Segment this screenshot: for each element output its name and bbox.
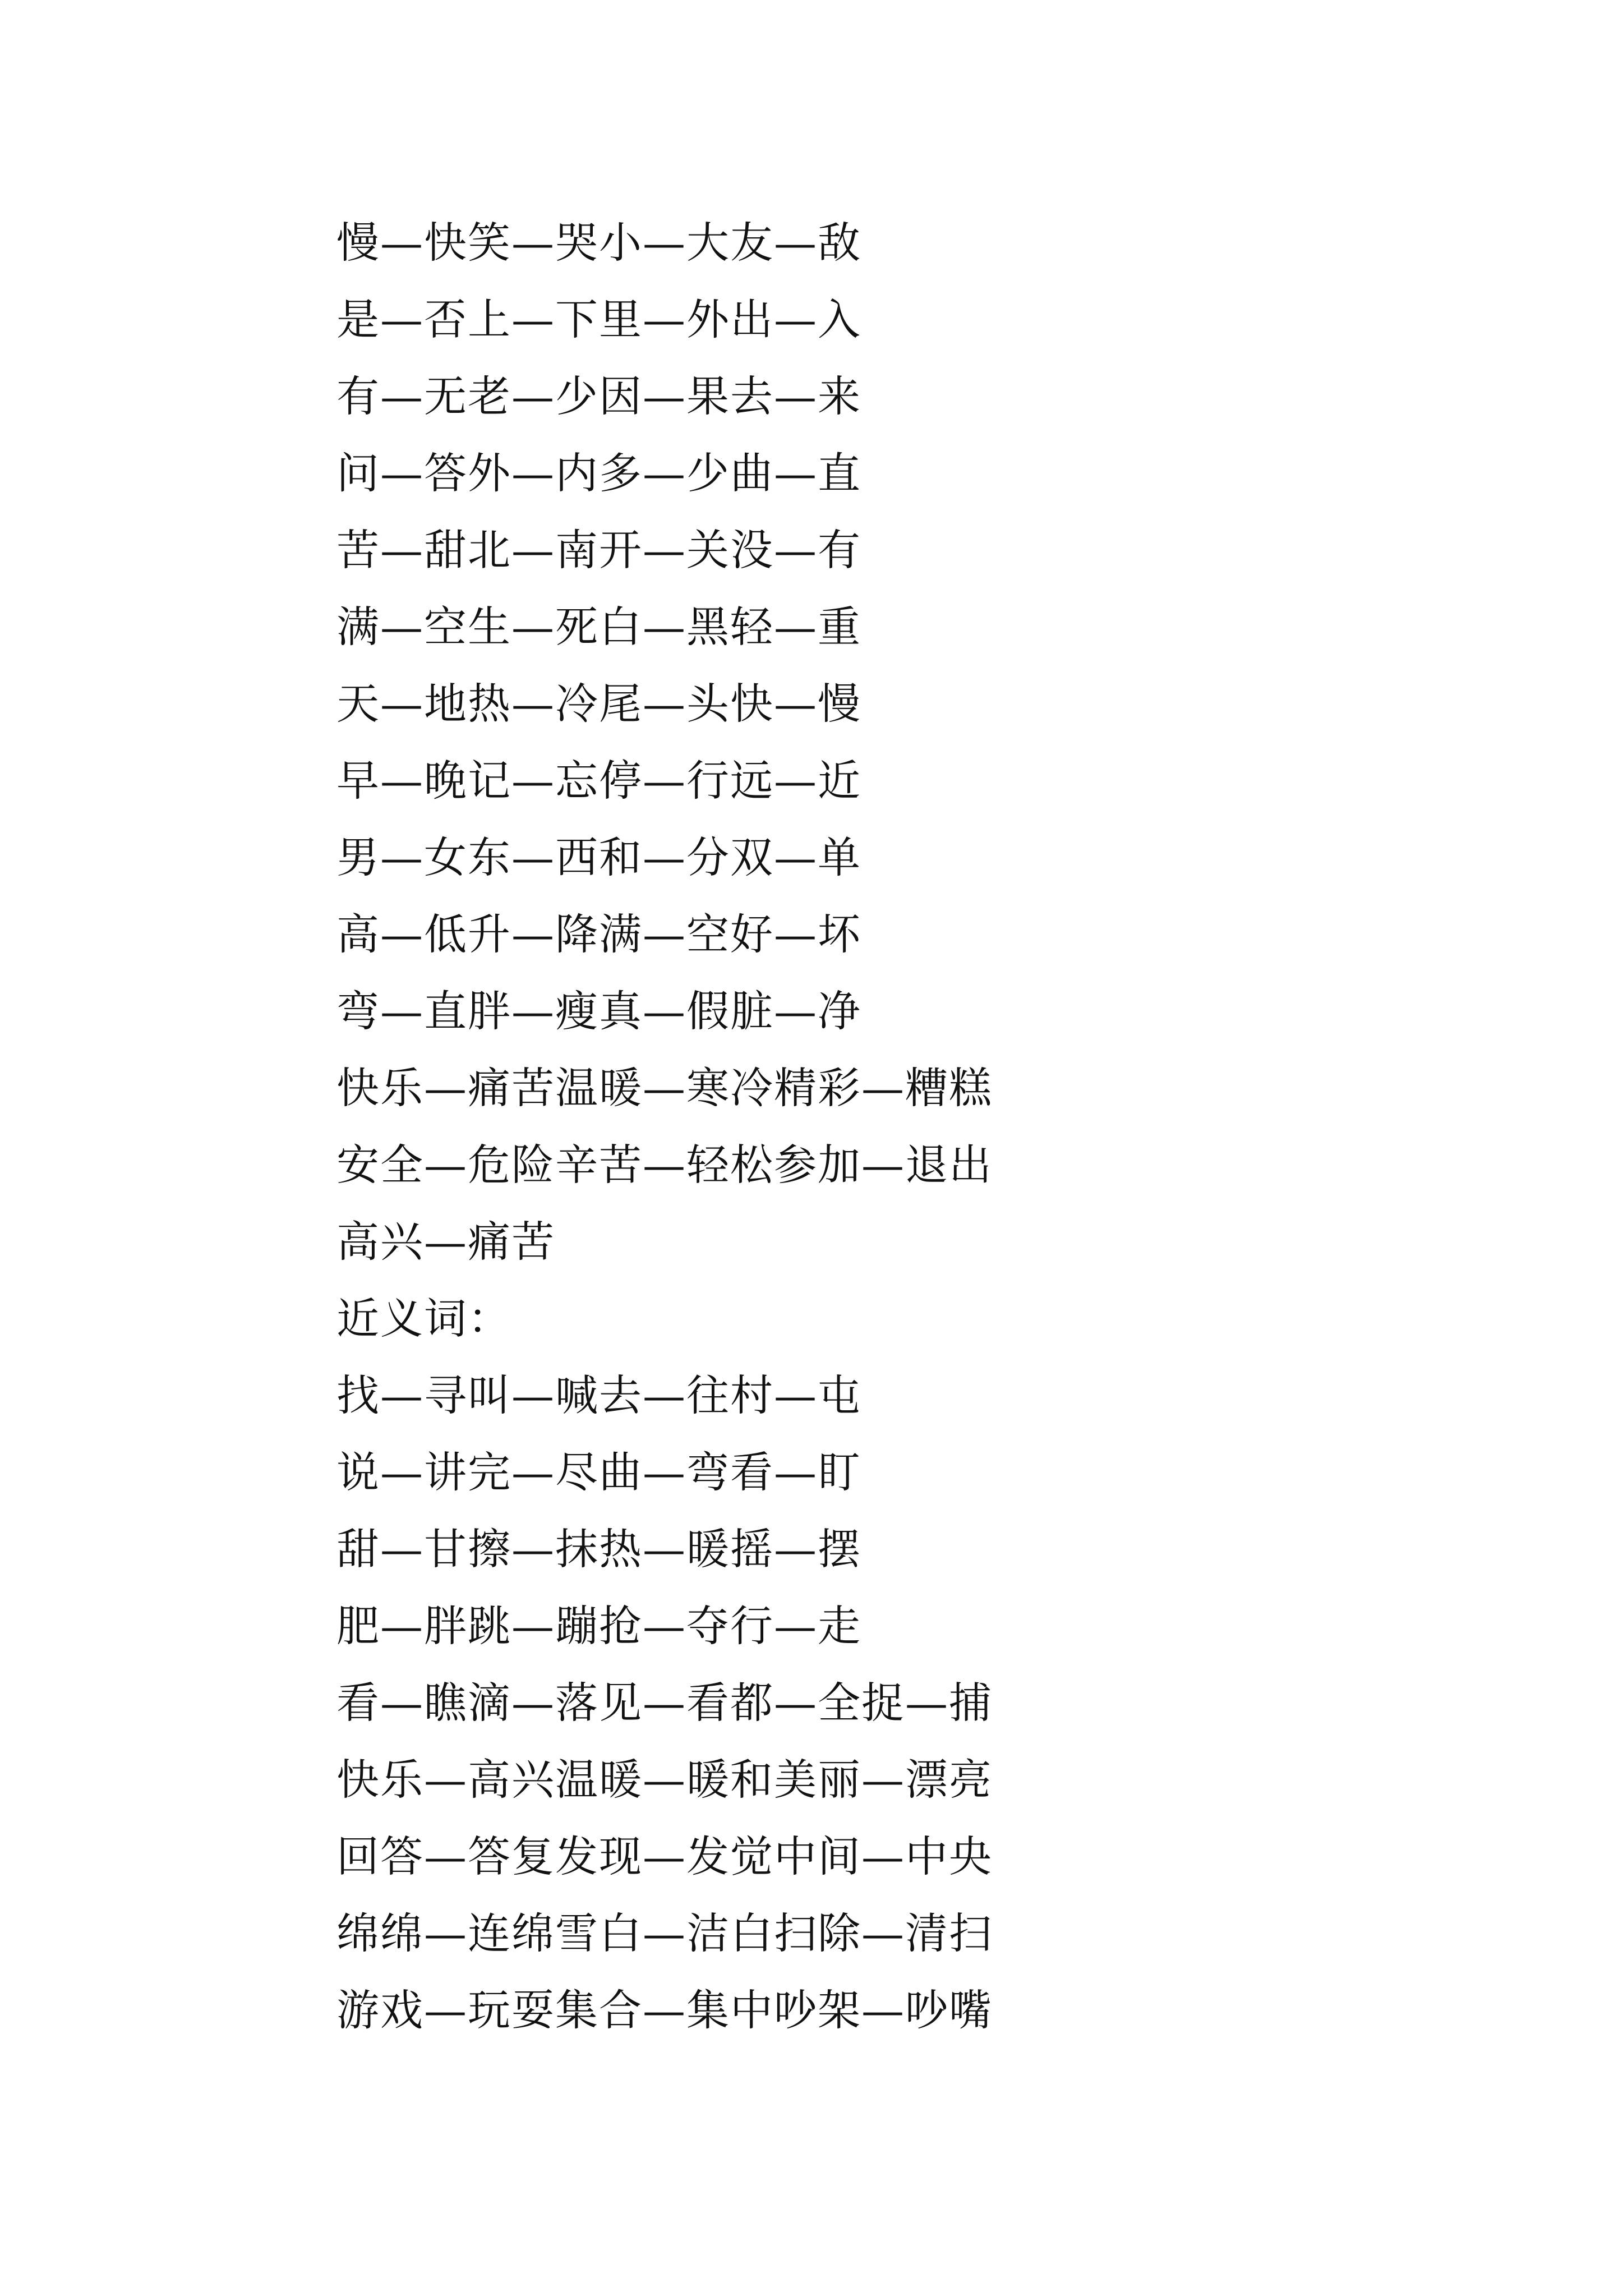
text-line: 高兴—痛苦 xyxy=(336,1217,555,1267)
text-line: 甜—甘擦—抹热—暖摇—摆 xyxy=(336,1524,861,1574)
text-line: 快乐—痛苦温暖—寒冷精彩—糟糕 xyxy=(336,1063,993,1113)
text-line: 绵绵—连绵雪白—洁白扫除—清扫 xyxy=(336,1908,993,1958)
text-line: 游戏—玩耍集合—集中吵架—吵嘴 xyxy=(336,1985,993,2035)
text-line: 男—女东—西和—分双—单 xyxy=(336,832,861,882)
text-line: 找—寻叫—喊去—往村—屯 xyxy=(336,1370,861,1420)
text-line: 高—低升—降满—空好—坏 xyxy=(336,909,861,959)
text-line: 是—否上—下里—外出—入 xyxy=(336,295,861,344)
text-line: 回答—答复发现—发觉中间—中央 xyxy=(336,1832,993,1881)
text-line: 肥—胖跳—蹦抢—夺行—走 xyxy=(336,1601,861,1651)
word-pairs-text xyxy=(336,208,1570,2052)
text-line: 说—讲完—尽曲—弯看—盯 xyxy=(336,1447,861,1497)
text-line: 弯—直胖—瘦真—假脏—净 xyxy=(336,986,861,1036)
text-line: 早—晚记—忘停—行远—近 xyxy=(336,756,861,806)
text-line: 问—答外—内多—少曲—直 xyxy=(336,448,861,498)
text-line: 满—空生—死白—黑轻—重 xyxy=(336,602,861,652)
text-line: 有—无老—少因—果去—来 xyxy=(336,371,861,421)
text-line: 快乐—高兴温暖—暖和美丽—漂亮 xyxy=(336,1755,993,1805)
text-line: 看—瞧滴—落见—看都—全捉—捕 xyxy=(336,1678,993,1728)
text-line: 慢—快笑—哭小—大友—敌 xyxy=(336,218,861,268)
text-line: 天—地热—冷尾—头快—慢 xyxy=(336,679,861,729)
section-heading-synonyms: 近义词： xyxy=(336,1294,511,1343)
text-line: 苦—甜北—南开—关没—有 xyxy=(336,525,861,575)
text-line: 安全—危险辛苦—轻松参加—退出 xyxy=(336,1140,993,1190)
